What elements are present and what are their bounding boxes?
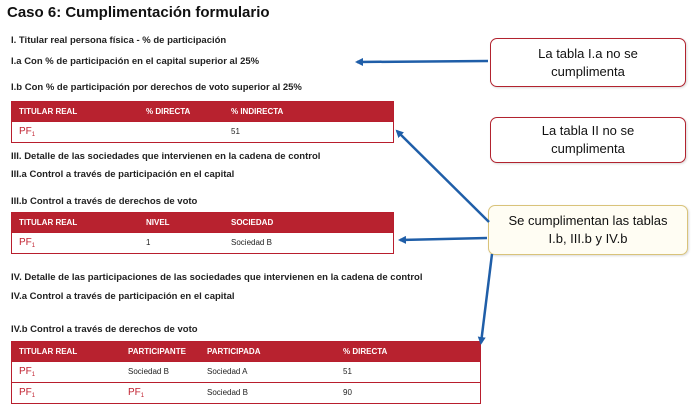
callout-line-2: cumplimenta <box>551 141 625 156</box>
arrow-to-table-ib <box>397 131 489 222</box>
participada-cell: Sociedad B <box>207 388 248 397</box>
section-i-heading: I. Titular real persona física - % de participación <box>11 35 227 46</box>
participante-subscript: 1 <box>140 393 145 399</box>
header-indirecta: % INDIRECTA <box>231 107 284 116</box>
sociedad-cell: Sociedad B <box>231 238 272 247</box>
arrow-to-table-iiib <box>400 238 487 240</box>
section-iv-heading: IV. Detalle de las participaciones de las sociedades que intervienen en la cadena de control <box>11 272 423 283</box>
section-iiib-heading: III.b Control a través de derechos de voto <box>11 196 198 207</box>
section-iva-heading: IV.a Control a través de participación en el capital <box>11 291 235 302</box>
directa-cell: 51 <box>343 367 352 376</box>
header-directa: % DIRECTA <box>146 107 191 116</box>
arrow-to-table-ivb <box>481 254 492 343</box>
directa-cell: 90 <box>343 388 352 397</box>
participante-cell: Sociedad B <box>128 367 169 376</box>
nivel-cell: 1 <box>146 238 151 247</box>
header-titular-real: TITULAR REAL <box>19 107 78 116</box>
callout-line-1: La tabla I.a no se <box>538 45 638 61</box>
section-ivb-heading: IV.b Control a través de derechos de voto <box>11 324 198 335</box>
header-titular-real: TITULAR REAL <box>19 347 78 356</box>
section-iiia-heading: III.a Control a través de participación en el capital <box>11 169 235 180</box>
arrow-to-section-ia <box>357 61 488 62</box>
indirecta-cell: 51 <box>231 127 240 136</box>
header-titular-real: TITULAR REAL <box>19 218 78 227</box>
header-participante: PARTICIPANTE <box>128 347 186 356</box>
section-ia-heading: I.a Con % de participación en el capital superior al 25% <box>11 56 260 67</box>
callout-line-2: I.b, III.b y IV.b <box>548 231 628 246</box>
header-sociedad: SOCIEDAD <box>231 218 274 227</box>
titular-text: PF <box>19 237 32 248</box>
titular-text: PF <box>19 126 32 137</box>
titular-text: PF <box>19 387 32 398</box>
callout-line-1: La tabla II no se <box>541 123 635 138</box>
titular-subscript: 1 <box>31 372 36 378</box>
participante-text: PF <box>128 387 141 398</box>
titular-subscript: 1 <box>31 243 36 249</box>
header-directa: % DIRECTA <box>343 347 388 356</box>
callout-line-1: Se cumplimentan las tablas <box>508 213 668 228</box>
header-participada: PARTICIPADA <box>207 347 261 356</box>
callout-line-2: cumplimenta <box>551 63 625 79</box>
header-nivel: NIVEL <box>146 218 170 227</box>
titular-subscript: 1 <box>31 393 36 399</box>
section-iii-heading: III. Detalle de las sociedades que intervienen en la cadena de control <box>11 151 321 162</box>
section-ib-heading: I.b Con % de participación por derechos de voto superior al 25% <box>11 82 302 93</box>
titular-subscript: 1 <box>31 132 36 138</box>
titular-text: PF <box>19 366 32 377</box>
page-title: Caso 6: Cumplimentación formulario <box>7 4 270 21</box>
participada-cell: Sociedad A <box>207 367 248 376</box>
